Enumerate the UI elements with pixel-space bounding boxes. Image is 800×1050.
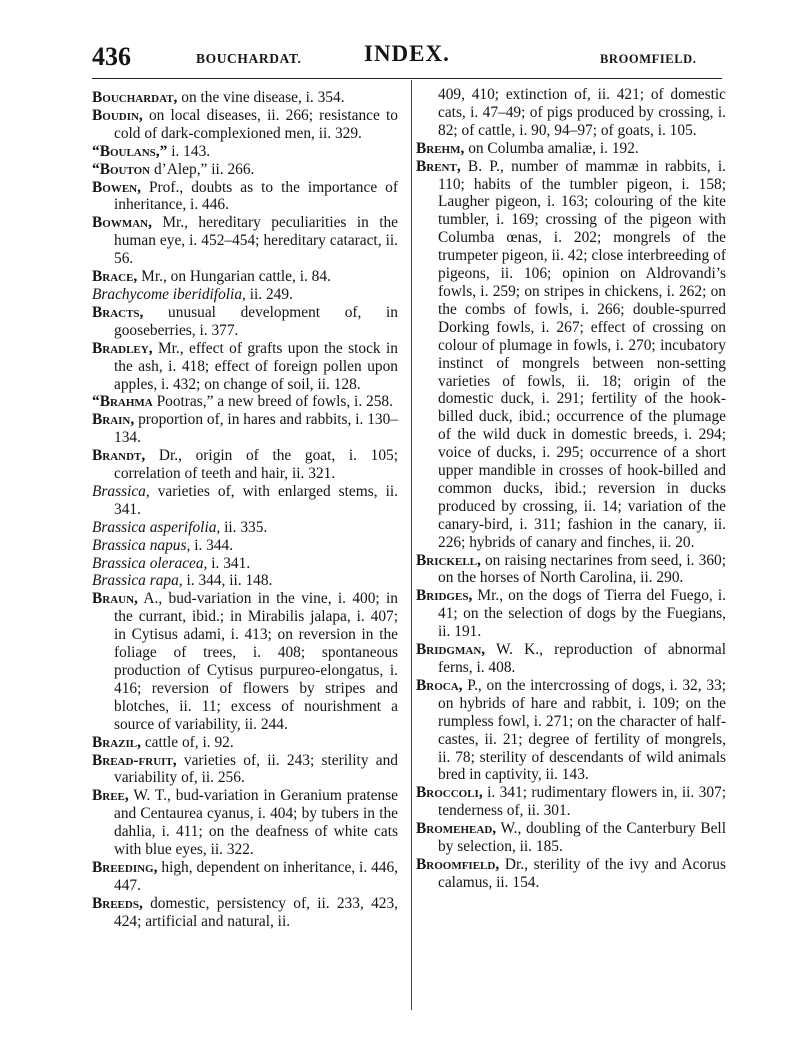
entry-heading-italic: Brassica rapa, xyxy=(92,572,183,590)
index-entry xyxy=(92,340,398,394)
index-entry xyxy=(416,641,726,677)
index-entry xyxy=(92,572,398,590)
entry-heading: Brehm, xyxy=(416,139,465,157)
entry-heading: Bread-fruit, xyxy=(92,751,177,769)
entry-text: i. 344, ii. 148. xyxy=(182,572,273,590)
entry-heading: “Boulans,” xyxy=(92,142,168,160)
index-entry xyxy=(92,590,398,733)
entry-text: A., bud-variation in the vine, i. 400; in the currant, ibid.; in Mirabilis jalapa, i. 407; in Cytisus adami, i. 413; on reversion in the foliage of trees, i. 408; spontaneous production of Cytisus purpureo-elongatus, i. 416; reversion of flowers by stripes and blotches, ii. 11; excess of nourishment a source of variability, ii. 244. xyxy=(114,590,398,733)
index-entry xyxy=(92,519,398,537)
index-entry xyxy=(92,393,398,411)
index-entry xyxy=(416,784,726,820)
entry-text: Mr., effect of grafts upon the stock in the ash, i. 418; effect of foreign pollen upon apples, i. 432; on change of soil, ii. 128. xyxy=(114,339,398,393)
entry-text: W., doubling of the Canterbury Bell by selection, ii. 185. xyxy=(438,820,726,856)
header-rule xyxy=(92,78,722,79)
index-entry xyxy=(416,820,726,856)
index-entry xyxy=(92,555,398,573)
entry-heading: Brickell, xyxy=(416,551,481,569)
entry-text: varieties of, ii. 243; sterility and variability of, ii. 256. xyxy=(114,751,398,787)
entry-heading: Bridges, xyxy=(416,587,473,605)
entry-heading: Brazil, xyxy=(92,733,141,751)
entry-text: ii. 249. xyxy=(245,285,293,303)
index-entry xyxy=(416,140,726,158)
entry-heading: Brent, xyxy=(416,157,461,175)
entry-text: i. 143. xyxy=(167,142,211,160)
index-entry xyxy=(92,537,398,555)
entry-text: high, dependent on inheritance, i. 446, 447. xyxy=(114,858,398,894)
entry-text: Dr., sterility of the ivy and Acorus calamus, ii. 154. xyxy=(438,855,726,891)
entry-heading: Bracts, xyxy=(92,303,144,321)
index-entry xyxy=(92,161,398,179)
index-entry xyxy=(92,268,398,286)
running-head-last-entry: BROOMFIELD. xyxy=(600,52,697,66)
index-entry xyxy=(92,214,398,268)
entry-heading: Broccoli, xyxy=(416,784,483,802)
entry-heading: Broomfield, xyxy=(416,855,500,873)
entry-text: P., on the intercrossing of dogs, i. 32, 33; on hybrids of hare and rabbit, i. 109; on the rumpless fowl, i. 271; on the character of half-castes, ii. 21; degree of fertility of mongrels, ii. 78; sterility of descendants of wild animals bred in captivity, ii. 143. xyxy=(438,676,726,784)
entry-heading: Braun, xyxy=(92,590,138,608)
running-head-first-entry: BOUCHARDAT. xyxy=(196,51,302,66)
index-entry xyxy=(92,787,398,859)
index-column-left xyxy=(92,89,398,931)
index-entry xyxy=(92,107,398,143)
entry-heading: Bouchardat, xyxy=(92,89,178,106)
entry-heading: Boudin, xyxy=(92,106,143,124)
entry-heading: Bromehead, xyxy=(416,820,497,838)
index-column-right xyxy=(416,86,726,892)
index-entry xyxy=(92,895,398,931)
index-entry-continuation xyxy=(416,86,726,140)
entry-heading-italic: Brassica oleracea, xyxy=(92,554,208,572)
index-entry xyxy=(92,304,398,340)
entry-heading: Brain, xyxy=(92,411,135,429)
entry-heading: Bowman, xyxy=(92,214,152,232)
page-number: 436 xyxy=(92,42,131,71)
index-entry xyxy=(92,483,398,519)
index-entry xyxy=(92,411,398,447)
entry-text: Pootras,” a new breed of fowls, i. 258. xyxy=(152,393,393,411)
page-header xyxy=(92,40,722,74)
index-entry xyxy=(92,734,398,752)
entry-text: varieties of, with enlarged stems, ii. 341. xyxy=(114,482,398,518)
entry-text: d’Alep,” ii. 266. xyxy=(150,160,255,178)
entry-heading-italic: Brassica napus, xyxy=(92,536,191,554)
entry-heading: Brandt, xyxy=(92,447,146,465)
index-entry xyxy=(92,143,398,161)
entry-text: proportion of, in hares and rabbits, i. 130–134. xyxy=(114,411,398,447)
entry-heading-italic: Brachycome iberidifolia, xyxy=(92,285,246,303)
entry-text: B. P., number of mammæ in rabbits, i. 110; habits of the tumbler pigeon, i. 158; Laugher pigeon, i. 163; colouring of the kite tumbler, i. 169; crossing of the pigeon with Columba œnas, i. 202; mongrels of the trumpeter pigeon, ii. 42; close interbreeding of pigeons, ii. 106; opinion on Aldrovandi’s fowls, i. 259; on stripes in chickens, i. 262; on the combs of fowls, i. 266; double-spurred Dorking fowls, i. 267; effect of crossing on colour of plumage in fowls, i. 270; incubatory instinct of mongrels between non-setting varieties of fowls, ii. 18; origin of the domestic duck, i. 291; fertility of the hook-billed duck, ibid.; occurrence of the plumage of the wild duck in domestic breeds, i. 294; voice of ducks, i. 295; occurrence of a short upper mandible in crosses of hook-billed and common ducks, ibid.; reversion in ducks produced by crossing, ii. 14; variation of the canary-bird, i. 311; fashion in the canary, ii. 226; hybrids of canary and finches, ii. 20. xyxy=(438,157,726,551)
index-entry xyxy=(416,552,726,588)
entry-text: domestic, persistency of, ii. 233, 423, 424; artificial and natural, ii. xyxy=(114,894,398,930)
entry-text: on raising nectarines from seed, i. 360; on the horses of North Carolina, ii. 290. xyxy=(438,551,726,587)
entry-text: ii. 335. xyxy=(220,518,268,536)
index-entry xyxy=(92,89,398,107)
index-entry xyxy=(92,447,398,483)
entry-heading: Breeding, xyxy=(92,858,158,876)
entry-text: on Columba amaliæ, i. 192. xyxy=(464,139,639,157)
entry-heading-italic: Brassica, xyxy=(92,482,150,500)
entry-heading: “Brahma xyxy=(92,393,153,411)
entry-text: Mr., on the dogs of Tierra del Fuego, i. 41; on the selection of dogs by the Fuegians, ii. 191. xyxy=(438,587,726,641)
entry-heading: Bree, xyxy=(92,787,129,805)
entry-heading-italic: Brassica asperifolia, xyxy=(92,518,221,536)
running-head-title: INDEX. xyxy=(364,41,450,66)
column-divider xyxy=(411,80,412,1010)
index-entry xyxy=(92,179,398,215)
entry-text: W. K., reproduction of abnormal ferns, i. 408. xyxy=(438,641,726,676)
entry-heading: Breeds, xyxy=(92,894,143,912)
entry-text: Prof., doubts as to the importance of inheritance, i. 446. xyxy=(114,178,398,214)
entry-heading: Broca, xyxy=(416,676,463,694)
entry-text: W. T., bud-variation in Geranium pratense and Centaurea cyanus, i. 404; by tubers in the dahlia, i. 411; on the deafness of white cats with blue eyes, ii. 322. xyxy=(114,787,398,859)
index-entry xyxy=(92,286,398,304)
entry-text: Mr., hereditary peculiarities in the human eye, i. 452–454; hereditary cataract, ii. 56. xyxy=(114,214,398,268)
entry-text: Dr., origin of the goat, i. 105; correlation of teeth and hair, ii. 321. xyxy=(114,447,398,483)
entry-text: cattle of, i. 92. xyxy=(140,733,234,751)
index-entry xyxy=(92,859,398,895)
entry-text: unusual development of, in gooseberries, i. 377. xyxy=(114,303,398,339)
entry-heading: Bridgman, xyxy=(416,641,486,659)
entry-heading: “Bouton xyxy=(92,160,151,178)
entry-text: Mr., on Hungarian cattle, i. 84. xyxy=(137,268,331,286)
entry-heading: Bradley, xyxy=(92,339,153,357)
entry-text: on the vine disease, i. 354. xyxy=(177,89,345,106)
index-entry xyxy=(416,587,726,641)
index-entry xyxy=(416,677,726,784)
index-entry xyxy=(416,158,726,552)
index-entry xyxy=(92,752,398,788)
entry-text: 409, 410; extinction of, ii. 421; of domestic cats, i. 47–49; of pigs produced by crossing, i. 82; of cattle, i. 90, 94–97; of goats, i. 105. xyxy=(438,86,726,139)
index-entry xyxy=(416,856,726,892)
entry-heading: Bowen, xyxy=(92,178,141,196)
entry-text: i. 341; rudimentary flowers in, ii. 307; tenderness of, ii. 301. xyxy=(438,784,726,820)
entry-heading: Brace, xyxy=(92,268,138,286)
entry-text: on local diseases, ii. 266; resistance to cold of dark-complexioned men, ii. 329. xyxy=(114,106,398,142)
entry-text: i. 344. xyxy=(190,536,234,554)
entry-text: i. 341. xyxy=(207,554,251,572)
